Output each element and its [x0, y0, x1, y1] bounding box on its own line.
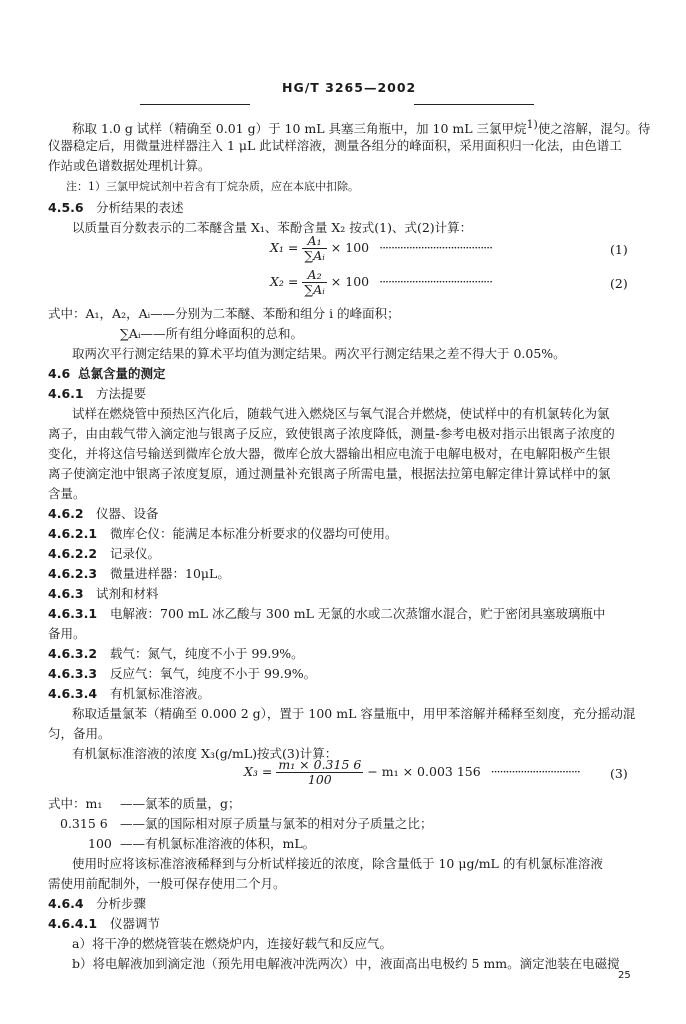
where-symbol: 100 [88, 836, 112, 851]
where-desc: ——氯苯的质量，g； [120, 796, 241, 811]
header-rule-right [414, 104, 534, 105]
section-title: 仪器、设备 [96, 506, 159, 521]
formula-rhs: − m₁ × 0.003 156 [367, 763, 481, 779]
equation-number: (1) [610, 242, 628, 257]
formula-lhs: X₂ = [270, 273, 299, 289]
list-item: b）将电解液加到滴定池（预先用电解液冲洗两次）中，液面高出电极约 5 mm。滴定池装在电磁搅 [72, 956, 620, 971]
formula-lhs: X₃ = [244, 763, 273, 779]
formula-2 [270, 268, 492, 297]
para-line: 变化，并将这信号输送到微库仑放大器，微库仑放大器输出相应电流于电解电极对，在电解阳极产生银 [48, 446, 611, 461]
fraction [302, 268, 326, 297]
section-number: 4.6.2.3 [48, 566, 98, 581]
para-line [72, 118, 650, 136]
section-number: 4.6 [48, 366, 71, 381]
formula-rhs: × 100 [330, 273, 370, 289]
section-title: 仪器调节 [110, 916, 161, 931]
para-line: 作站或色谱数据处理机计算。 [48, 158, 211, 173]
denominator: 100 [307, 771, 332, 787]
section-number: 4.6.2.2 [48, 546, 98, 561]
where-desc: ——氯的国际相对原子质量与氯苯的相对分子质量之比； [120, 816, 433, 831]
numerator: m₁ × 0.315 6 [278, 757, 362, 772]
para-line: 取两次平行测定结果的算术平均值为测定结果。两次平行测定结果之差不得大于 0.05%。 [72, 346, 566, 361]
section-number: 4.5.6 [48, 200, 84, 215]
section-title: 试剂和材料 [96, 586, 159, 601]
numerator: A₁ [302, 234, 326, 249]
fraction [302, 234, 326, 263]
section-title: 方法提要 [96, 386, 147, 401]
section-title: 总氯含量的测定 [78, 366, 166, 381]
section-number: 4.6.3.1 [48, 606, 98, 621]
section-number: 4.6.3.3 [48, 666, 98, 681]
denominator: ∑Aᵢ [304, 247, 325, 263]
leader-dots: ······································ [379, 273, 493, 289]
section-number: 4.6.2.1 [48, 526, 98, 541]
section-number: 4.6.2 [48, 506, 84, 521]
section-text: 微库仑仪：能满足本标准分析要求的仪器均可使用。 [110, 526, 398, 541]
section-number: 4.6.1 [48, 386, 84, 401]
para-line: 仪器稳定后，用微量进样器注入 1 μL 此试样溶液，测量各组分的峰面积，采用面积归一化法，由色谱工 [48, 138, 622, 153]
where-line: ∑Aᵢ——所有组分峰面积的总和。 [120, 326, 303, 341]
footnote: 注：1）三氯甲烷试剂中若含有丁烷杂质，应在本底中扣除。 [66, 180, 359, 193]
section-text: 微量进样器：10μL。 [110, 566, 230, 581]
section-number: 4.6.4.1 [48, 916, 98, 931]
section-text: 有机氯标准溶液。 [110, 686, 211, 701]
para-line: 离子使滴定池中银离子浓度复原，通过测量补充银离子所需电量，根据法拉第电解定律计算试样中的氯 [48, 466, 611, 481]
para-line: 离子，由由载气带入滴定池与银离子反应，致使银离子浓度降低，测量-参考电极对指示出银离子浓度的 [48, 426, 615, 441]
formula-3 [244, 758, 580, 787]
formula-1 [270, 234, 492, 263]
section-number: 4.6.3 [48, 586, 84, 601]
where-line: 式中：A₁，A₂，Aᵢ——分别为二苯醚、苯酚和组分 i 的峰面积； [48, 306, 400, 321]
para-line: 有机氯标准溶液的浓度 X₃(g/mL)按式(3)计算： [72, 746, 338, 761]
where-symbol: 0.315 6 [60, 816, 108, 831]
fraction [276, 758, 363, 787]
section-number: 4.6.3.4 [48, 686, 98, 701]
numerator: A₂ [302, 268, 326, 283]
para-line: 匀，备用。 [48, 726, 111, 741]
page-number: 25 [618, 970, 631, 981]
para-line: 称取适量氯苯（精确至 0.000 2 g），置于 100 mL 容量瓶中，用甲苯溶解并稀释至刻度，充分摇动混 [72, 706, 636, 721]
where-desc: ——有机氯标准溶液的体积，mL。 [120, 836, 316, 851]
section-text: 记录仪。 [110, 546, 161, 561]
para-line: 需使用前配制外，一般可保存使用二个月。 [48, 876, 286, 891]
equation-number: (2) [610, 276, 628, 291]
standard-number: HG/T 3265—2002 [282, 80, 417, 95]
para-text: 称取 1.0 g 试样（精确至 0.01 g）于 10 mL 具塞三角瓶中，加 10 mL 三氯甲烷 [72, 121, 527, 137]
section-number: 4.6.3.2 [48, 646, 98, 661]
section-title: 分析步骤 [96, 896, 147, 911]
denominator: ∑Aᵢ [304, 281, 325, 297]
para-line: 使用时应将该标准溶液稀释到与分析试样接近的浓度，除含量低于 10 μg/mL 的有机氯标准溶液 [72, 856, 603, 871]
para-line: 试样在燃烧管中预热区汽化后，随载气进入燃烧区与氧气混合并燃烧，使试样中的有机氯转化为氯 [72, 406, 610, 421]
section-text: 电解液：700 mL 冰乙酸与 300 mL 无氯的水或二次蒸馏水混合，贮于密闭具塞玻璃瓶中 [110, 606, 606, 621]
section-title: 分析结果的表述 [96, 200, 184, 215]
para-line: 含量。 [48, 486, 86, 501]
formula-rhs: × 100 [330, 239, 370, 255]
leader-dots: ······································ [379, 239, 493, 255]
para-line: 以质量百分数表示的二苯醚含量 X₁、苯酚含量 X₂ 按式(1)、式(2)计算： [72, 220, 473, 235]
equation-number: (3) [610, 766, 628, 781]
leader-dots: ······························ [490, 763, 580, 779]
section-number: 4.6.4 [48, 896, 84, 911]
section-text: 备用。 [48, 626, 86, 641]
header-rule-left [140, 104, 250, 105]
where-symbol: 式中：m₁ [48, 796, 103, 811]
footnote-ref: 1) [526, 118, 538, 131]
formula-lhs: X₁ = [270, 239, 299, 255]
list-item: a）将干净的燃烧管装在燃烧炉内，连接好载气和反应气。 [72, 936, 392, 951]
section-text: 反应气：氧气，纯度不小于 99.9%。 [110, 666, 317, 681]
para-text: 使之溶解，混匀。待 [537, 121, 651, 137]
section-text: 载气：氮气，纯度不小于 99.9%。 [110, 646, 304, 661]
